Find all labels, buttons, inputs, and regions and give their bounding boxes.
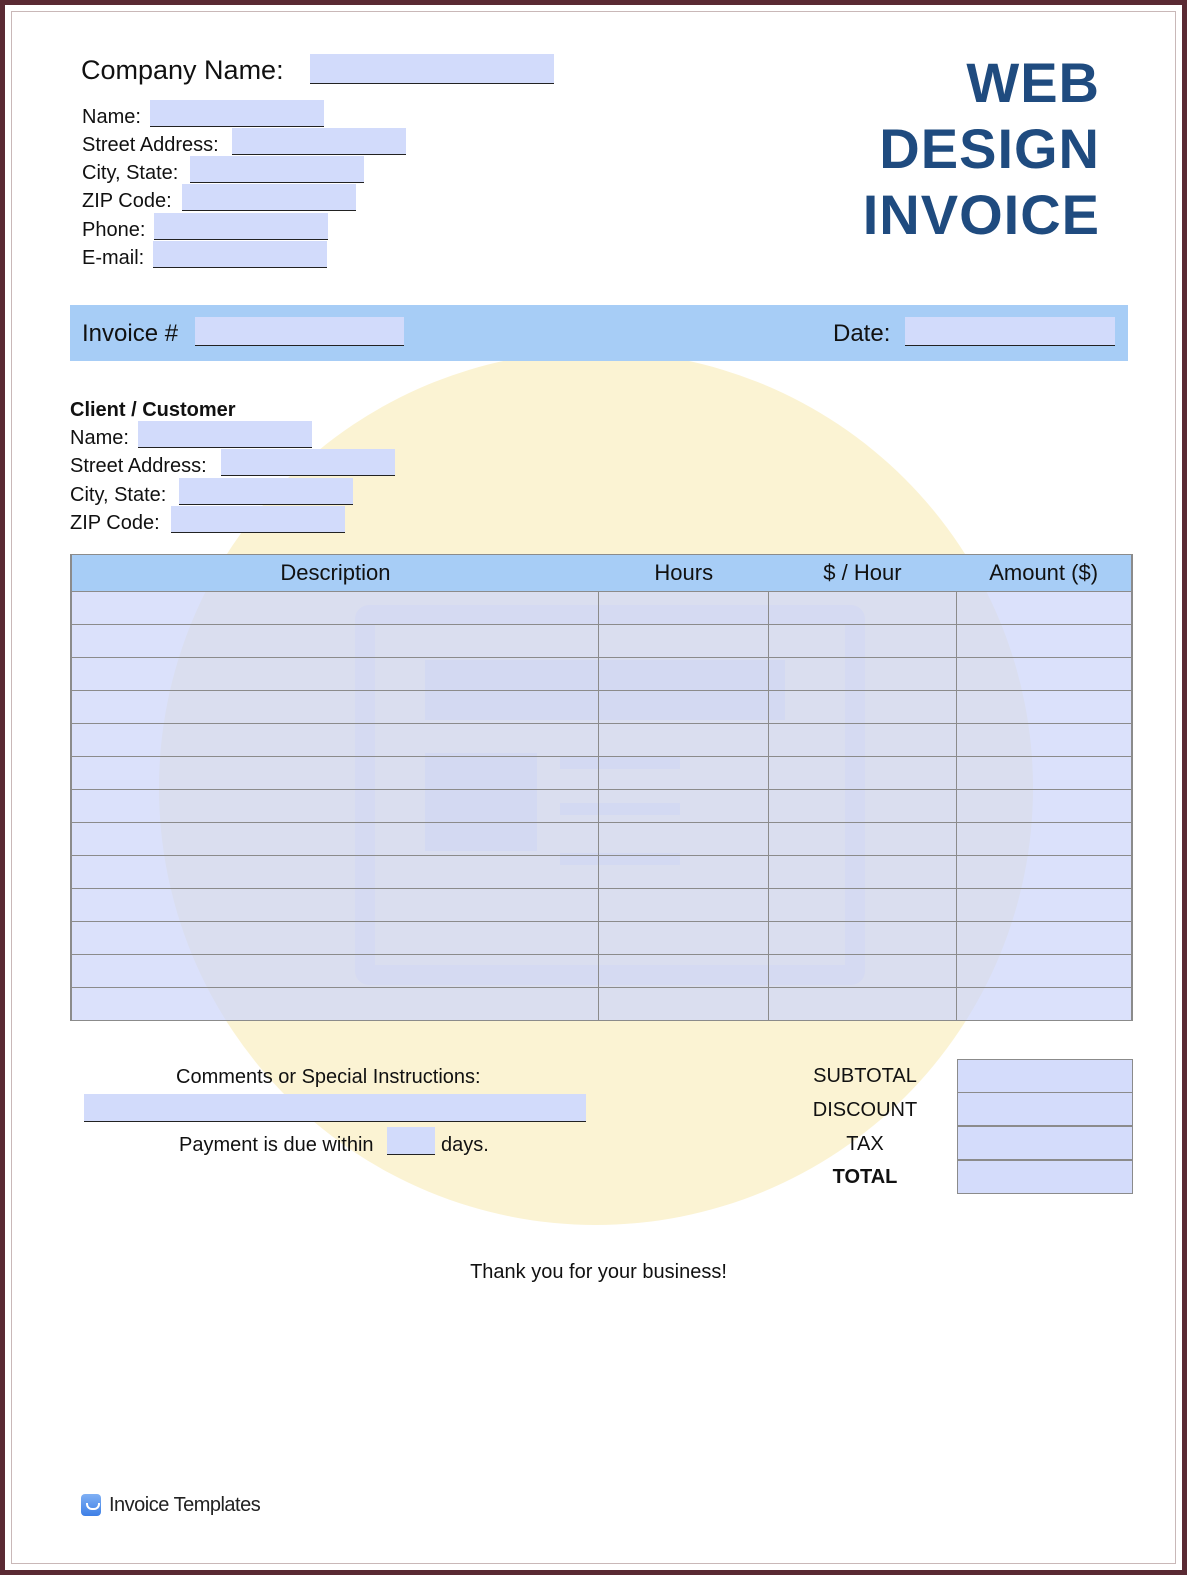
client-zip-label: ZIP Code: <box>70 512 160 534</box>
company-street-label: Street Address: <box>82 134 219 156</box>
rate-cell[interactable] <box>769 592 957 625</box>
date-label: Date: <box>833 320 891 347</box>
table-row <box>71 691 1132 724</box>
hours-cell[interactable] <box>599 856 769 889</box>
amount-cell[interactable] <box>956 922 1132 955</box>
invoice-number-label: Invoice # <box>82 320 179 347</box>
hours-cell[interactable] <box>599 988 769 1021</box>
client-heading: Client / Customer <box>70 399 236 421</box>
company-zip-label: ZIP Code: <box>82 190 172 212</box>
rate-cell[interactable] <box>769 691 957 724</box>
title-line-design: DESIGN <box>879 117 1100 180</box>
description-cell[interactable] <box>71 955 599 988</box>
company-contact-name-label: Name: <box>82 106 141 128</box>
rate-cell[interactable] <box>769 790 957 823</box>
hours-cell[interactable] <box>599 757 769 790</box>
client-name-label: Name: <box>70 427 129 449</box>
description-cell[interactable] <box>71 724 599 757</box>
rate-cell[interactable] <box>769 922 957 955</box>
table-row <box>71 823 1132 856</box>
total-label: TOTAL <box>832 1166 898 1188</box>
rate-cell[interactable] <box>769 889 957 922</box>
table-row <box>71 856 1132 889</box>
column-header-rate: $ / Hour <box>769 555 957 592</box>
discount-field[interactable] <box>957 1092 1133 1126</box>
brand-name: Invoice Templates <box>109 1494 261 1516</box>
company-city-label: City, State: <box>82 162 179 184</box>
rate-cell[interactable] <box>769 625 957 658</box>
payment-terms-prefix: Payment is due within <box>179 1134 374 1156</box>
company-name-field[interactable] <box>310 54 554 84</box>
description-cell[interactable] <box>71 757 599 790</box>
description-cell[interactable] <box>71 988 599 1021</box>
hours-cell[interactable] <box>599 790 769 823</box>
company-email-field[interactable] <box>153 241 327 268</box>
hours-cell[interactable] <box>599 889 769 922</box>
company-street-field[interactable] <box>232 128 406 155</box>
table-row <box>71 988 1132 1021</box>
company-phone-label: Phone: <box>82 219 146 241</box>
thank-you-message: Thank you for your business! <box>470 1261 727 1283</box>
amount-cell[interactable] <box>956 790 1132 823</box>
payment-days-field[interactable] <box>387 1127 435 1155</box>
client-city-field[interactable] <box>179 478 353 505</box>
table-row <box>71 922 1132 955</box>
hours-cell[interactable] <box>599 625 769 658</box>
table-row <box>71 955 1132 988</box>
column-header-hours: Hours <box>599 555 769 592</box>
line-items-table <box>70 554 1133 1021</box>
table-header-row <box>71 555 1132 592</box>
hours-cell[interactable] <box>599 691 769 724</box>
company-contact-name-field[interactable] <box>150 100 324 127</box>
rate-cell[interactable] <box>769 658 957 691</box>
description-cell[interactable] <box>71 592 599 625</box>
company-email-label: E-mail: <box>82 247 145 269</box>
date-field[interactable] <box>905 317 1115 346</box>
amount-cell[interactable] <box>956 691 1132 724</box>
amount-cell[interactable] <box>956 724 1132 757</box>
table-row <box>71 724 1132 757</box>
amount-cell[interactable] <box>956 856 1132 889</box>
line-items-body <box>71 592 1132 1021</box>
amount-cell[interactable] <box>956 823 1132 856</box>
description-cell[interactable] <box>71 856 599 889</box>
company-zip-field[interactable] <box>182 184 356 211</box>
hours-cell[interactable] <box>599 658 769 691</box>
description-cell[interactable] <box>71 922 599 955</box>
company-name-label: Company Name: <box>81 55 284 85</box>
subtotal-label: SUBTOTAL <box>813 1065 917 1087</box>
table-row <box>71 658 1132 691</box>
amount-cell[interactable] <box>956 757 1132 790</box>
discount-label: DISCOUNT <box>812 1099 918 1121</box>
title-line-invoice: INVOICE <box>862 183 1100 246</box>
tax-field[interactable] <box>957 1126 1133 1160</box>
rate-cell[interactable] <box>769 988 957 1021</box>
client-street-field[interactable] <box>221 449 395 476</box>
rate-cell[interactable] <box>769 757 957 790</box>
invoice-title <box>863 50 1100 248</box>
title-line-web: WEB <box>966 51 1100 114</box>
rate-cell[interactable] <box>769 724 957 757</box>
payment-terms-suffix: days. <box>441 1134 489 1156</box>
company-phone-field[interactable] <box>154 213 328 240</box>
table-row <box>71 625 1132 658</box>
hours-cell[interactable] <box>599 724 769 757</box>
hours-cell[interactable] <box>599 922 769 955</box>
comments-label: Comments or Special Instructions: <box>176 1066 481 1088</box>
amount-cell[interactable] <box>956 889 1132 922</box>
amount-cell[interactable] <box>956 658 1132 691</box>
rate-cell[interactable] <box>769 856 957 889</box>
description-cell[interactable] <box>71 691 599 724</box>
description-cell[interactable] <box>71 889 599 922</box>
table-row <box>71 592 1132 625</box>
client-street-label: Street Address: <box>70 455 207 477</box>
company-city-field[interactable] <box>190 156 364 183</box>
client-name-field[interactable] <box>138 421 312 448</box>
hours-cell[interactable] <box>599 955 769 988</box>
comments-field[interactable] <box>84 1094 586 1122</box>
rate-cell[interactable] <box>769 955 957 988</box>
client-city-label: City, State: <box>70 484 167 506</box>
table-row <box>71 757 1132 790</box>
rate-cell[interactable] <box>769 823 957 856</box>
column-header-amount: Amount ($) <box>956 555 1132 592</box>
table-row <box>71 790 1132 823</box>
total-field[interactable] <box>957 1160 1133 1194</box>
description-cell[interactable] <box>71 625 599 658</box>
client-zip-field[interactable] <box>171 506 345 533</box>
amount-cell[interactable] <box>956 955 1132 988</box>
tax-label: TAX <box>846 1133 884 1155</box>
subtotal-field[interactable] <box>957 1059 1133 1093</box>
amount-cell[interactable] <box>956 592 1132 625</box>
description-cell[interactable] <box>71 790 599 823</box>
description-cell[interactable] <box>71 823 599 856</box>
amount-cell[interactable] <box>956 625 1132 658</box>
table-row <box>71 889 1132 922</box>
hours-cell[interactable] <box>599 592 769 625</box>
hours-cell[interactable] <box>599 823 769 856</box>
invoice-templates-logo-icon <box>81 1494 101 1516</box>
invoice-number-field[interactable] <box>195 317 404 346</box>
description-cell[interactable] <box>71 658 599 691</box>
amount-cell[interactable] <box>956 988 1132 1021</box>
column-header-description: Description <box>71 555 599 592</box>
